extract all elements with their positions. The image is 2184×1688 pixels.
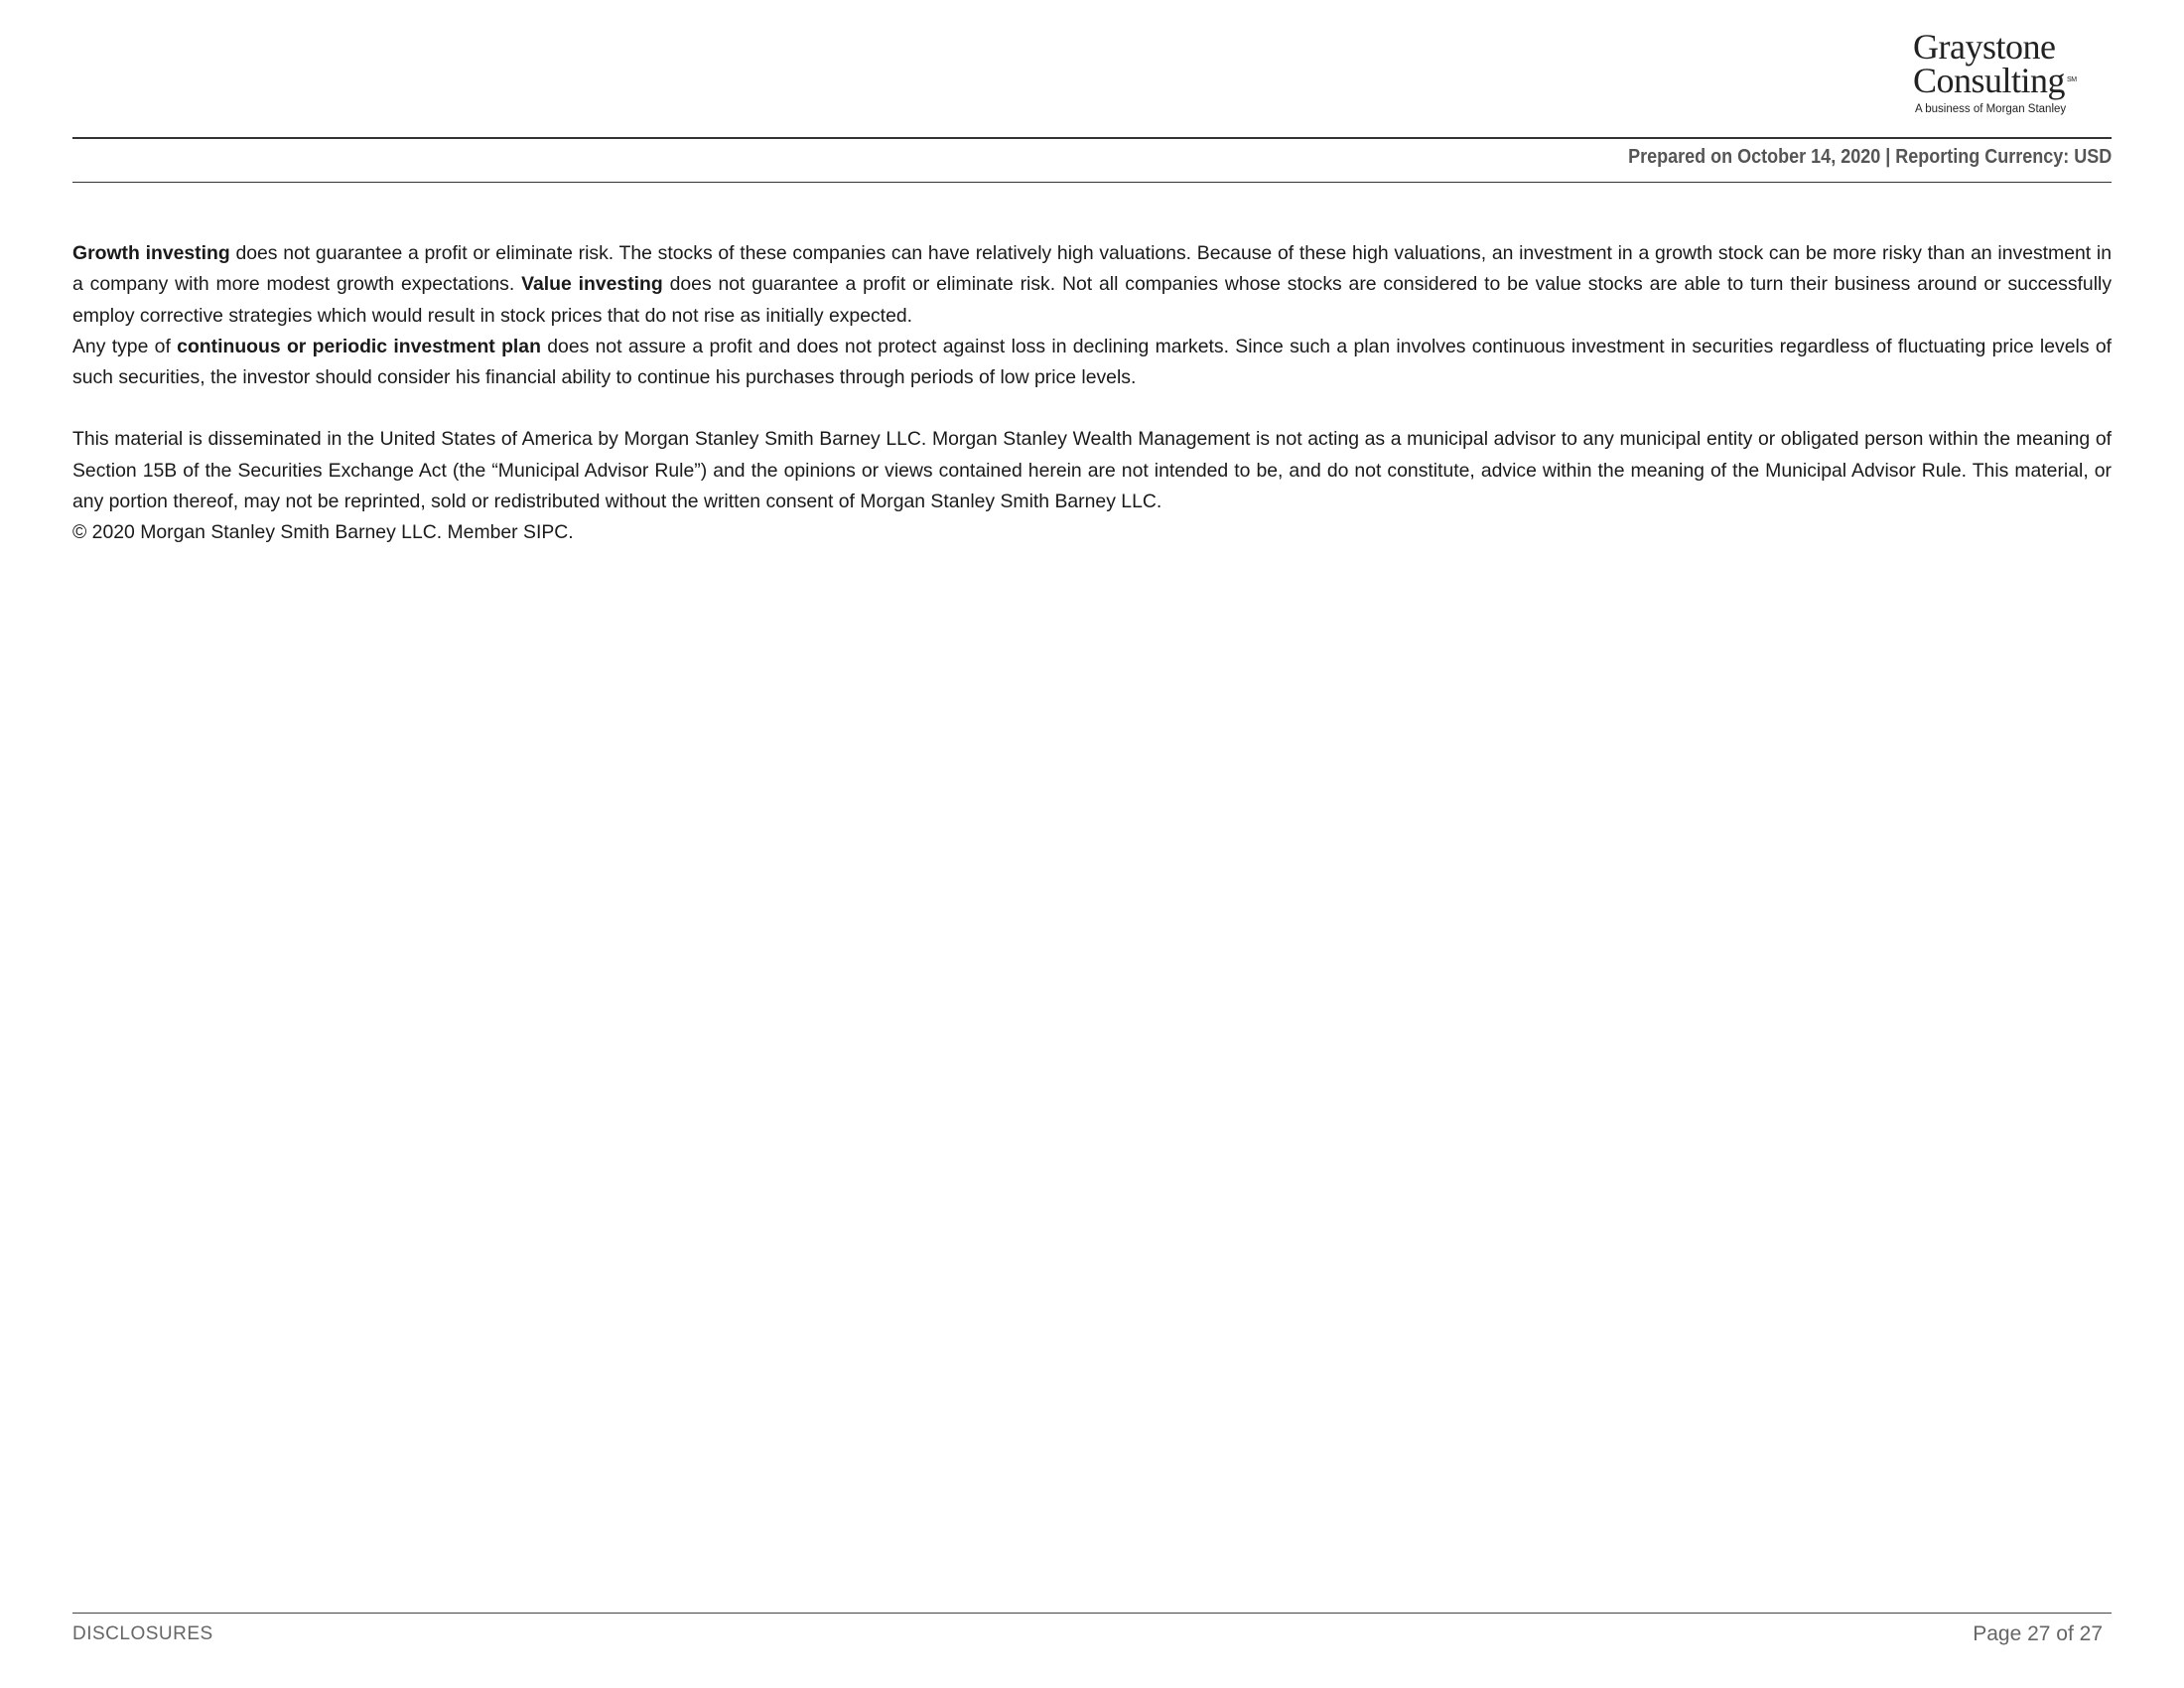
- header-divider-top: [72, 137, 2112, 139]
- growth-investing-text: does not guarantee a profit or eliminate risk. The stocks of these companies can have relatively high valuations. Because of these high valuations, an investment in a growth stock can be more risky than an investment in a company with more modest growth expectations.: [72, 242, 2112, 296]
- logo-line-1: Graystone: [1913, 27, 2056, 67]
- dissemination-paragraph: This material is disseminated in the United States of America by Morgan Stanley Smith Barney LLC. Morgan Stanley Wealth Management is not acting as a municipal advisor to any municipal entity or obligated person within the meaning of Section 15B of the Securities Exchange Act (the “Municipal Advisor Rule”) and the opinions or views contained herein are not intended to be, and do not constitute, advice within the meaning of the Municipal Advisor Rule. This material, or any portion thereof, may not be reprinted, sold or redistributed without the written consent of Morgan Stanley Smith Barney LLC.: [72, 428, 2112, 513]
- periodic-investment-term: continuous or periodic investment plan: [177, 335, 541, 357]
- disclosure-content: [72, 238, 2112, 549]
- growth-investing-term: Growth investing: [72, 242, 230, 264]
- prepared-date-currency: Prepared on October 14, 2020 | Reporting Currency: USD: [1627, 146, 2112, 168]
- periodic-investment-paragraph: [72, 332, 2112, 394]
- header-divider-bottom: [72, 182, 2112, 183]
- periodic-investment-lead: Any type of: [72, 335, 178, 357]
- page-number: Page 27 of 27: [1973, 1622, 2103, 1645]
- copyright-line: © 2020 Morgan Stanley Smith Barney LLC. Member SIPC.: [72, 521, 574, 544]
- graystone-logo: [1913, 27, 2102, 115]
- logo-tagline: A business of Morgan Stanley: [1915, 103, 2067, 115]
- footer-divider: [72, 1613, 2112, 1614]
- value-investing-text: does not guarantee a profit or eliminate risk. Not all companies whose stocks are considered to be value stocks are able to turn their business around or successfully employ corrective strategies which would result in stock prices that do not rise as initially expected.: [72, 273, 2113, 327]
- service-mark: SM: [2067, 76, 2077, 83]
- logo-line-2: [1913, 61, 2102, 100]
- logo-line-2-text: Consulting: [1913, 61, 2066, 100]
- periodic-investment-text: does not assure a profit and does not protect against loss in declining markets. Since such a plan involves continuous investment in securities regardless of fluctuating price levels of such securities, the investor should consider his financial ability to continue his purchases through periods of low price levels.: [72, 335, 2112, 389]
- value-investing-term: Value investing: [521, 273, 663, 296]
- footer-section-label: DISCLOSURES: [72, 1623, 213, 1644]
- growth-value-investing-paragraph: [72, 238, 2112, 332]
